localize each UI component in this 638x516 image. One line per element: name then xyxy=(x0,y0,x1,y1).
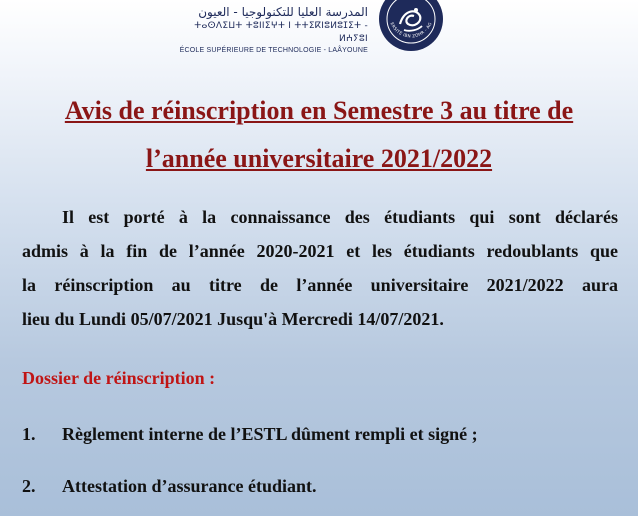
notice-body xyxy=(22,200,618,336)
seal-text: ERSITÉ IBN ZOHR - AG xyxy=(389,21,433,39)
school-name-french: ÉCOLE SUPÉRIEURE DE TECHNOLOGIE - LAÂYOUNE xyxy=(179,47,368,54)
notice-body-line-1 xyxy=(22,200,618,234)
notice-title-line-1: Avis de réinscription en Semestre 3 au titre de xyxy=(64,96,574,125)
list-item xyxy=(22,424,478,445)
notice-body-line-4: lieu du Lundi 05/07/2021 Jusqu'à Mercredi 14/07/2021. xyxy=(22,309,444,329)
notice-body-line-3: la réinscription au titre de l’année universitaire 2021/2022 aura xyxy=(22,275,618,295)
dossier-heading: Dossier de réinscription : xyxy=(22,368,216,388)
university-seal-logo xyxy=(378,0,444,52)
list-item-text: Attestation d’assurance étudiant. xyxy=(62,476,317,496)
body-text-1: Il est porté à la connaissance des étudiants qui sont déclarés xyxy=(62,207,618,227)
school-name-arabic: المدرسة العليا للتكنولوجيا - العيون xyxy=(198,5,368,19)
notice-title-line-2: l’année universitaire 2021/2022 xyxy=(145,144,493,173)
school-name-block xyxy=(168,4,368,56)
list-item-text: Règlement interne de l’ESTL dûment rempli et signé ; xyxy=(62,424,478,444)
list-item-number: 1. xyxy=(22,424,36,444)
notice-body-line-2: admis à la fin de l’année 2020-2021 et les étudiants redoublants que xyxy=(22,241,618,261)
document-header xyxy=(0,0,638,62)
list-item xyxy=(22,476,317,497)
list-item-number: 2. xyxy=(22,476,36,496)
school-name-tifinagh: ⵜⴰⵙⴷⵉⵡⵜ ⵜⵓⵏⵏⵉⵖⵜ ⵏ ⵜⵜⵉⴽⵏⵓⵍⵓⵊⵉⵜ - ⵍⵄⵢⵓⵏ xyxy=(194,21,368,44)
